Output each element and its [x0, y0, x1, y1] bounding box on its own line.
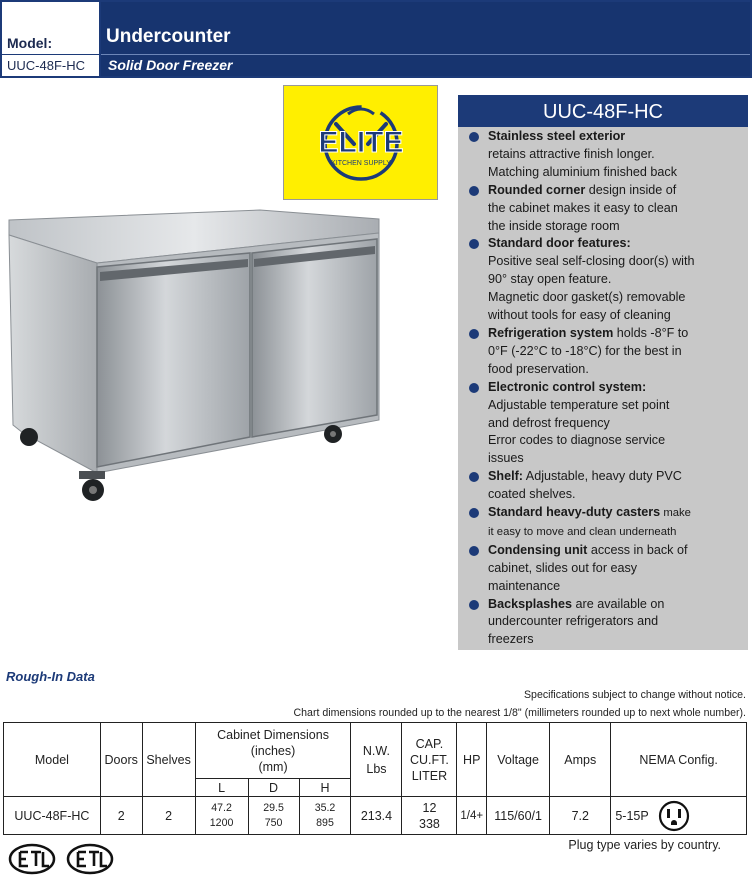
feature-text: Error codes to diagnose service	[488, 433, 666, 448]
feature-text: issues	[488, 451, 524, 466]
feature-text: 90° stay open feature.	[488, 272, 612, 287]
logo-text: ELITE	[318, 126, 404, 159]
elite-logo-graphic	[284, 86, 439, 201]
col-hp: HP	[457, 723, 487, 797]
length-inches: 47.2	[211, 801, 232, 814]
table-row	[4, 797, 747, 835]
feature-line	[488, 468, 748, 486]
height-inches: 35.2	[314, 801, 336, 814]
cap-line2: CU.FT.	[410, 752, 449, 767]
cap-line1: CAP.	[415, 736, 444, 751]
logo-arc	[348, 109, 374, 114]
model-box	[2, 2, 101, 76]
col-height: H	[299, 779, 351, 797]
etl-listed-icon	[8, 843, 56, 875]
feature-text: make	[660, 507, 691, 520]
col-shelves: Shelves	[142, 723, 195, 797]
bullet-icon	[469, 546, 479, 556]
cell-amps: 7.2	[550, 797, 611, 835]
feature-text: maintenance	[488, 578, 561, 593]
features-heading: UUC-48F-HC	[458, 95, 748, 127]
bullet-icon	[469, 600, 479, 610]
col-cabinet-dimensions	[195, 723, 351, 779]
feature-line	[488, 631, 748, 649]
feature-item	[466, 325, 748, 379]
feature-text: retains attractive finish longer.	[488, 146, 655, 161]
feature-text: holds -8°F to	[613, 325, 689, 340]
col-net-weight	[351, 723, 402, 797]
feature-line	[488, 218, 748, 236]
height-mm: 895	[316, 816, 334, 829]
col-nema: NEMA Config.	[611, 723, 747, 797]
feature-line	[488, 450, 748, 468]
feature-line	[488, 146, 748, 164]
bullet-icon	[469, 239, 479, 249]
feature-text: without tools for easy of cleaning	[488, 308, 671, 323]
feature-line	[488, 361, 748, 379]
feature-item	[466, 182, 748, 236]
title-box	[101, 2, 750, 76]
feature-title: Refrigeration system	[488, 325, 614, 340]
feature-text: it easy to move and clean underneath	[488, 525, 677, 538]
feature-line	[488, 486, 748, 504]
feature-text: 0°F (-22°C to -18°C) for the best in	[488, 343, 682, 358]
bullet-icon	[469, 508, 479, 518]
bullet-icon	[469, 329, 479, 339]
length-mm: 1200	[209, 816, 234, 829]
feature-text: the inside storage room	[488, 218, 620, 233]
undercounter-freezer-illustration	[5, 205, 385, 505]
feature-text: undercounter refrigerators and	[488, 614, 659, 629]
col-capacity	[402, 723, 457, 797]
page-title: Undercounter	[106, 26, 231, 47]
cell-length	[195, 797, 248, 835]
feature-text: Adjustable, heavy duty PVC	[522, 469, 682, 484]
feature-item	[466, 596, 748, 650]
feature-line	[488, 415, 748, 433]
cell-depth	[248, 797, 299, 835]
cell-capacity	[402, 797, 457, 835]
header-divider	[2, 54, 99, 55]
table-header-row	[4, 723, 747, 779]
logo-subtext: KITCHEN SUPPLY	[331, 160, 391, 167]
feature-text: Adjustable temperature set point	[488, 397, 670, 412]
cell-shelves: 2	[142, 797, 195, 835]
bullet-icon	[469, 186, 479, 196]
feature-line	[488, 523, 748, 542]
feature-line	[488, 271, 748, 289]
cabinet-dim-line2: (inches)	[250, 743, 296, 758]
feature-line	[488, 397, 748, 415]
feature-item	[466, 128, 748, 182]
cell-doors: 2	[100, 797, 142, 835]
feature-line	[488, 307, 748, 325]
model-label: Model:	[7, 35, 53, 51]
cell-nema	[611, 797, 747, 835]
feature-line	[488, 504, 748, 523]
rounding-note: Chart dimensions rounded up to the nearest 1/8" (millimeters rounded up to next whole number).	[293, 707, 746, 719]
feature-text: cabinet, slides out for easy	[488, 560, 638, 575]
nw-line2: Lbs	[366, 761, 387, 776]
feature-text: Matching aluminium finished back	[488, 164, 677, 179]
feature-line	[488, 343, 748, 361]
cell-height	[299, 797, 351, 835]
feature-line	[488, 432, 748, 450]
feature-title: Rounded corner	[488, 182, 586, 197]
feature-title: Standard door features:	[488, 236, 631, 251]
bullet-icon	[469, 383, 479, 393]
feature-line	[488, 235, 748, 253]
feature-title: Standard heavy-duty casters	[488, 505, 661, 520]
feature-text: food preservation.	[488, 361, 589, 376]
col-amps: Amps	[550, 723, 611, 797]
feature-line	[488, 325, 748, 343]
cabinet-dim-line1: Cabinet Dimensions	[217, 727, 329, 742]
feature-text: are available on	[572, 596, 665, 611]
col-length: L	[195, 779, 248, 797]
feature-line	[488, 542, 748, 560]
title-divider	[101, 54, 750, 55]
feature-item	[466, 379, 748, 469]
etl-sanitation-icon	[66, 843, 114, 875]
col-doors: Doors	[100, 723, 142, 797]
bullet-icon	[469, 132, 479, 142]
nema-value: 5-15P	[615, 808, 649, 823]
feature-text: the cabinet makes it easy to clean	[488, 200, 678, 215]
capacity-liter: 338	[419, 816, 440, 831]
feature-text: coated shelves.	[488, 487, 576, 502]
feature-title: Condensing unit	[488, 542, 588, 557]
feature-line	[488, 289, 748, 307]
plug-type-note: Plug type varies by country.	[568, 838, 721, 852]
features-panel	[458, 95, 748, 650]
feature-text: Magnetic door gasket(s) removable	[488, 290, 686, 305]
features-list	[458, 127, 748, 649]
spec-sheet-header	[0, 0, 752, 78]
brand-logo	[283, 85, 438, 200]
rough-in-title: Rough-In Data	[6, 669, 95, 684]
feature-title: Shelf:	[488, 469, 523, 484]
feature-text: access in back of	[587, 542, 688, 557]
feature-item	[466, 542, 748, 596]
feature-line	[488, 128, 748, 146]
feature-item	[466, 504, 748, 542]
cell-hp: 1/4+	[457, 797, 487, 835]
feature-line	[488, 379, 748, 397]
feature-line	[488, 200, 748, 218]
capacity-cuft: 12	[422, 800, 437, 815]
plug-outlet-icon	[658, 800, 690, 832]
model-number: UUC-48F-HC	[7, 58, 85, 73]
spec-change-note: Specifications subject to change without notice.	[523, 689, 746, 701]
col-depth: D	[248, 779, 299, 797]
feature-text: design inside of	[585, 182, 677, 197]
cell-voltage: 115/60/1	[487, 797, 550, 835]
page-subtitle: Solid Door Freezer	[108, 57, 233, 73]
feature-line	[488, 182, 748, 200]
feature-title: Electronic control system:	[488, 379, 647, 394]
feature-line	[488, 613, 748, 631]
col-model: Model	[4, 723, 101, 797]
depth-mm: 750	[264, 816, 283, 829]
feature-title: Stainless steel exterior	[488, 129, 626, 143]
cabinet-dim-line3: (mm)	[258, 759, 288, 774]
feature-item	[466, 235, 748, 325]
feature-item	[466, 468, 748, 504]
feature-text: Positive seal self-closing door(s) with	[488, 254, 695, 269]
depth-inches: 29.5	[263, 801, 284, 814]
nw-line1: N.W.	[362, 743, 390, 758]
feature-line	[488, 560, 748, 578]
feature-line	[488, 164, 748, 182]
feature-text: freezers	[488, 632, 534, 647]
rough-in-table	[3, 722, 747, 835]
feature-line	[488, 253, 748, 271]
feature-title: Backsplashes	[488, 596, 573, 611]
cell-model: UUC-48F-HC	[4, 797, 101, 835]
col-voltage: Voltage	[487, 723, 550, 797]
feature-text: and defrost frequency	[488, 415, 610, 430]
cell-net-weight: 213.4	[351, 797, 402, 835]
product-image	[5, 205, 385, 505]
cap-line3: LITER	[411, 768, 448, 783]
feature-line	[488, 578, 748, 596]
feature-line	[488, 596, 748, 614]
bullet-icon	[469, 472, 479, 482]
